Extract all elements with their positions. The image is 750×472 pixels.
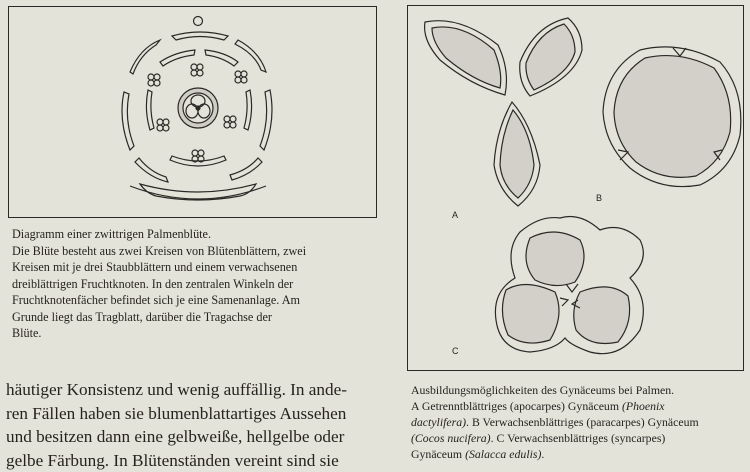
stamen-top xyxy=(191,64,203,76)
caption-line: Blüte. xyxy=(12,325,306,342)
inner-petal-3 xyxy=(146,90,154,130)
figure-label-b: B xyxy=(596,193,602,203)
caption-line: Ausbildungsmöglichkeiten des Gynäceums bei Palmen. xyxy=(411,382,699,398)
gynoecium-figure-frame xyxy=(407,5,744,371)
caption-line: Kreisen mit je drei Staubblättern und einem verwachsenen xyxy=(12,259,306,276)
bract xyxy=(140,184,256,200)
ovary xyxy=(178,88,218,128)
inner-petal-1 xyxy=(160,50,195,66)
caption-line: Grunde liegt das Tragblatt, darüber die Tragachse der xyxy=(12,309,306,326)
body-text xyxy=(6,378,347,472)
stamen-upper-right xyxy=(235,71,247,83)
floral-diagram-caption xyxy=(12,226,306,342)
body-line: und besitzen dann eine gelbweiße, hellgelbe oder xyxy=(6,425,347,449)
floral-axis-circle xyxy=(194,17,203,26)
caption-line: dreiblättrigen Fruchtknoten. In den zentralen Winkeln der xyxy=(12,276,306,293)
body-line: häutiger Konsistenz und wenig auffällig. In ande- xyxy=(6,378,347,402)
floral-diagram xyxy=(122,17,272,201)
caption-line: (Cocos nucifera). C Verwachsenblättriges (syncarpes) xyxy=(411,430,699,446)
outer-petal-top xyxy=(172,32,228,40)
figure-label-a: A xyxy=(452,210,458,220)
outer-petal-top-right xyxy=(235,40,266,72)
outer-petal-bottom-right xyxy=(230,158,262,180)
stamen-upper-left xyxy=(148,74,160,86)
gynoecium-caption xyxy=(411,382,699,462)
outer-petal-bottom-left xyxy=(135,158,168,182)
caption-line: dactylifera). B Verwachsenblättriges (paracarpes) Gynäceum xyxy=(411,414,699,430)
inner-petal-4 xyxy=(244,90,252,130)
caption-line: A Getrenntblättriges (apocarpes) Gynäceum (Phoenix xyxy=(411,398,699,414)
inner-petal-2 xyxy=(205,50,238,66)
body-line: gelbe Färbung. In Blütenständen vereint sind sie xyxy=(6,449,347,472)
outer-petal-left xyxy=(122,92,134,150)
caption-line: Fruchtknotenfächer befindet sich je eine Samenanlage. Am xyxy=(12,292,306,309)
caption-line: Gynäceum (Salacca edulis). xyxy=(411,446,699,462)
body-line: ren Fällen haben sie blumenblattartiges Aussehen xyxy=(6,402,347,426)
stamen-lower-left xyxy=(157,119,169,131)
stamen-lower-right xyxy=(224,116,236,128)
outer-petal-top-left xyxy=(130,40,160,74)
caption-title: Diagramm einer zwittrigen Palmenblüte. xyxy=(12,226,306,243)
outer-petal-right xyxy=(260,90,272,150)
figure-label-c: C xyxy=(452,346,459,356)
caption-line: Die Blüte besteht aus zwei Kreisen von Blütenblättern, zwei xyxy=(12,243,306,260)
stamen-bottom xyxy=(192,150,204,162)
